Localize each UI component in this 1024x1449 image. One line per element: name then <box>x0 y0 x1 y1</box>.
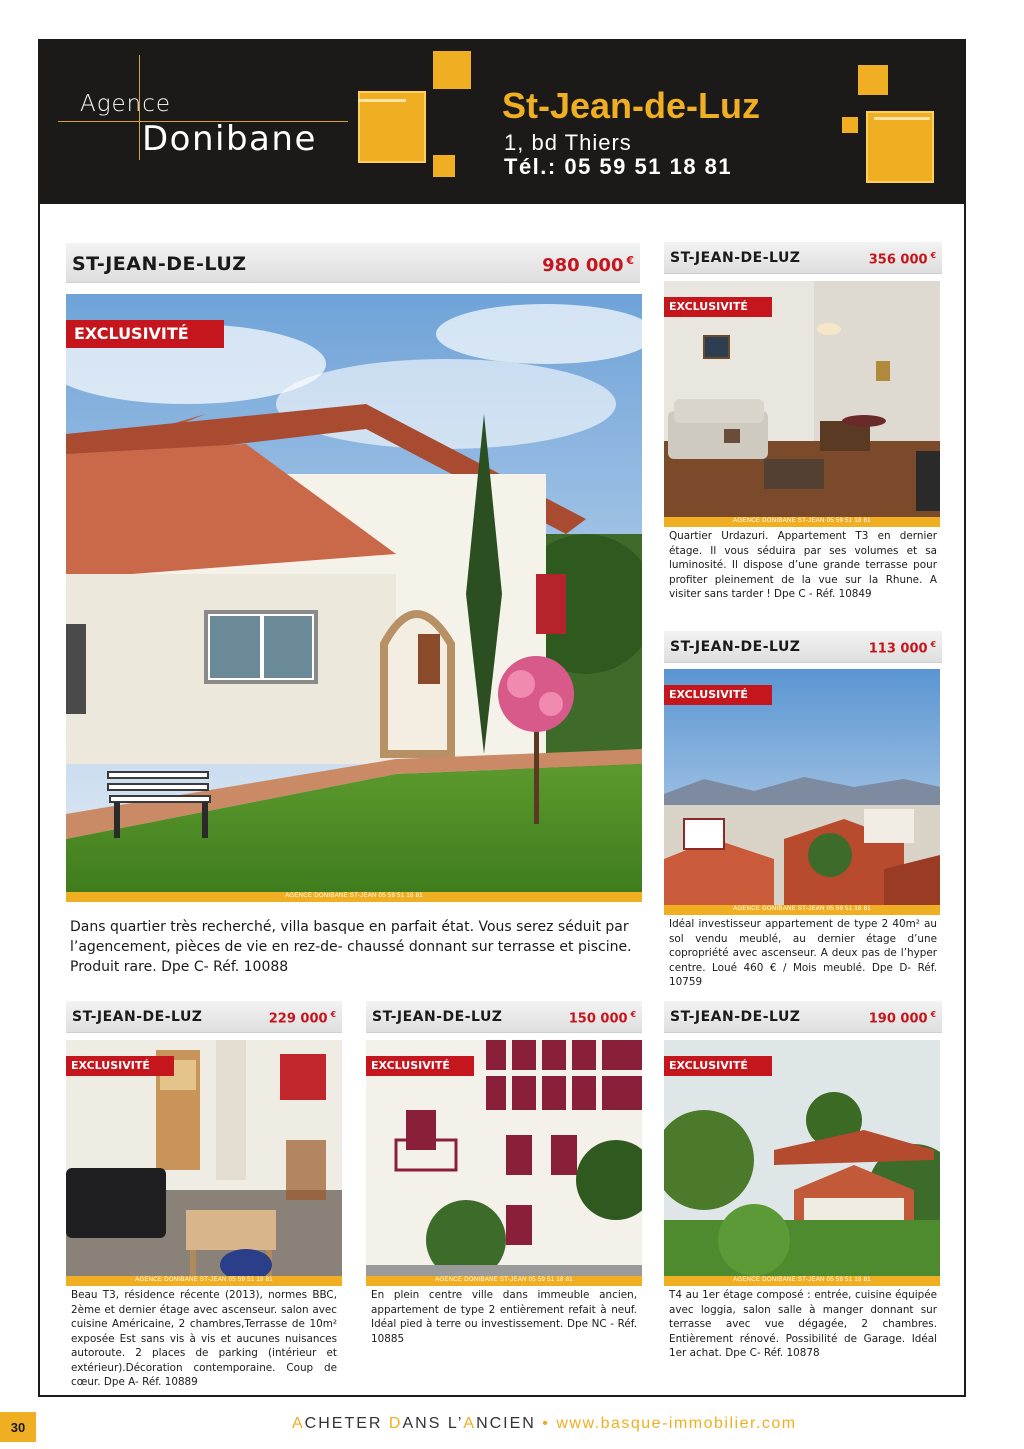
apartment-interior-photo-illustration <box>66 1040 342 1286</box>
listing-3-city: ST-JEAN-DE-LUZ <box>670 639 801 655</box>
listing-5-photo-credit: AGENCE DONIBANE ST-JEAN 05 59 51 18 81 <box>366 1276 642 1286</box>
logo-agence: Agence <box>80 91 172 117</box>
right-square-highlight <box>874 117 930 120</box>
agency-address: 1, bd Thiers <box>504 130 632 155</box>
listing-5-description: En plein centre ville dans immeuble ancien, appartement de type 2 entièrement refait à neuf. Idéal pied à terre ou investissement. Dpe NC - Réf. 10885 <box>371 1289 637 1345</box>
listing-3-header <box>664 631 942 663</box>
listing-6-price: 190 000 € <box>868 1010 936 1027</box>
right-square-top <box>858 65 888 95</box>
basque-building-photo-illustration <box>366 1040 642 1286</box>
listing-6-description: T4 au 1er étage composé : entrée, cuisine équipée avec loggia, salon salle à manger donnant sur terrasse avec vue dégagée, 2 chambres. Entièrement rénové. Possibilité de Garage. Idéal 1er achat. Dpe C- Réf. 10878 <box>669 1289 937 1359</box>
footer-tagline-a1: A <box>292 1415 305 1432</box>
logo-square-highlight <box>358 99 406 102</box>
right-square-large <box>866 111 934 183</box>
listing-1-photo[interactable] <box>66 294 642 902</box>
listing-3-photo-credit: AGENCE DONIBANE ST-JEAN 05 59 51 18 81 <box>664 905 940 915</box>
footer-tagline-t3: NCIEN <box>476 1415 536 1432</box>
listing-6-photo[interactable] <box>664 1040 940 1286</box>
footer-website-link[interactable]: www.basque-immobilier.com <box>556 1415 797 1432</box>
listing-2-header <box>664 242 942 274</box>
footer-tagline-t1: CHETER <box>304 1415 389 1432</box>
listing-1-price: 980 000 € <box>542 254 634 276</box>
logo-square-top <box>433 51 471 89</box>
listing-1-photo-credit: AGENCE DONIBANE ST-JEAN 05 59 51 18 81 <box>66 892 642 902</box>
listing-2-photo[interactable] <box>664 281 940 527</box>
footer-tagline-a3: A <box>463 1415 477 1432</box>
footer-tagline-t2: ANS L’ <box>402 1415 464 1432</box>
right-square-mini <box>842 117 858 133</box>
garden-view-photo-illustration <box>664 1040 940 1286</box>
listing-4-city: ST-JEAN-DE-LUZ <box>72 1009 203 1025</box>
listing-3-exclusive-badge: EXCLUSIVITÉ <box>664 685 772 705</box>
footer-tagline-a2: D <box>388 1415 403 1432</box>
listing-4-header <box>66 1001 342 1033</box>
villa-photo-illustration <box>66 294 642 902</box>
listing-4-photo-credit: AGENCE DONIBANE ST-JEAN 05 59 51 18 81 <box>66 1276 342 1286</box>
agency-phone: Tél.: 05 59 51 18 81 <box>504 154 733 179</box>
listing-1-city: ST-JEAN-DE-LUZ <box>72 253 247 275</box>
listing-5-photo[interactable] <box>366 1040 642 1286</box>
listing-6-header <box>664 1001 942 1033</box>
listing-5-price: 150 000 € <box>568 1010 636 1027</box>
rooftops-photo-illustration <box>664 669 940 915</box>
page-number: 30 <box>0 1412 36 1442</box>
listing-4-photo[interactable] <box>66 1040 342 1286</box>
listing-5-city: ST-JEAN-DE-LUZ <box>372 1009 503 1025</box>
listing-2-city: ST-JEAN-DE-LUZ <box>670 250 801 266</box>
listing-2-price: 356 000 € <box>868 251 936 268</box>
listing-2-description: Quartier Urdazuri. Appartement T3 en dernier étage. Il vous séduira par ses volumes et sa luminosité. Il dispose d’une grande terrasse pour profiter pleinement de la vue sur la Rhune. A visiter sans tarder ! Dpe C - Réf. 10849 <box>669 530 937 600</box>
listing-6-city: ST-JEAN-DE-LUZ <box>670 1009 801 1025</box>
listing-1-exclusive-badge: EXCLUSIVITÉ <box>66 320 224 348</box>
listing-4-exclusive-badge: EXCLUSIVITÉ <box>66 1056 174 1076</box>
agency-city: St-Jean-de-Luz <box>502 85 761 126</box>
living-room-photo-illustration <box>664 281 940 527</box>
footer-bullet: • <box>535 1415 557 1432</box>
listing-2-exclusive-badge: EXCLUSIVITÉ <box>664 297 772 317</box>
logo-donibane: Donibane <box>142 119 317 159</box>
listing-4-price: 229 000 € <box>268 1010 336 1027</box>
listing-1-header <box>66 243 640 283</box>
page-frame <box>38 39 966 1397</box>
listing-2-photo-credit: AGENCE DONIBANE ST-JEAN 05 59 51 18 81 <box>664 517 940 527</box>
listing-5-header <box>366 1001 642 1033</box>
listing-6-exclusive-badge: EXCLUSIVITÉ <box>664 1056 772 1076</box>
footer-tagline <box>292 1415 797 1433</box>
listing-3-price: 113 000 € <box>868 640 936 657</box>
listing-6-photo-credit: AGENCE DONIBANE ST-JEAN 05 59 51 18 81 <box>664 1276 940 1286</box>
logo-square-small <box>433 155 455 177</box>
listing-4-description: Beau T3, résidence récente (2013), normes BBC, 2ème et dernier étage avec ascenseur. salon avec cuisine Américaine, 2 chambres,Terrasse de 10m² exposée Est sans vis à vis et aucunes nuisances autoroute. 2 places de parking (intérieur et extérieur).Décoration contemporaine. Coup de cœur. Dpe A- Réf. 10889 <box>71 1289 337 1388</box>
listing-1-description: Dans quartier très recherché, villa basque en parfait état. Vous serez séduit par l’agencement, pièces de vie en rez-de- chaussé donnant sur terrasse et piscine. Produit rare. Dpe C- Réf. 10088 <box>70 919 632 975</box>
listing-3-photo[interactable] <box>664 669 940 915</box>
listing-3-description: Idéal investisseur appartement de type 2 40m² au sol vendu meublé, au dernier étage d’une copropriété avec ascenseur. A deux pas de l’hyper centre. Loué 460 € / Mois meublé. Dpe D- Réf. 10759 <box>669 918 937 988</box>
listing-5-exclusive-badge: EXCLUSIVITÉ <box>366 1056 474 1076</box>
agency-header <box>40 41 964 204</box>
